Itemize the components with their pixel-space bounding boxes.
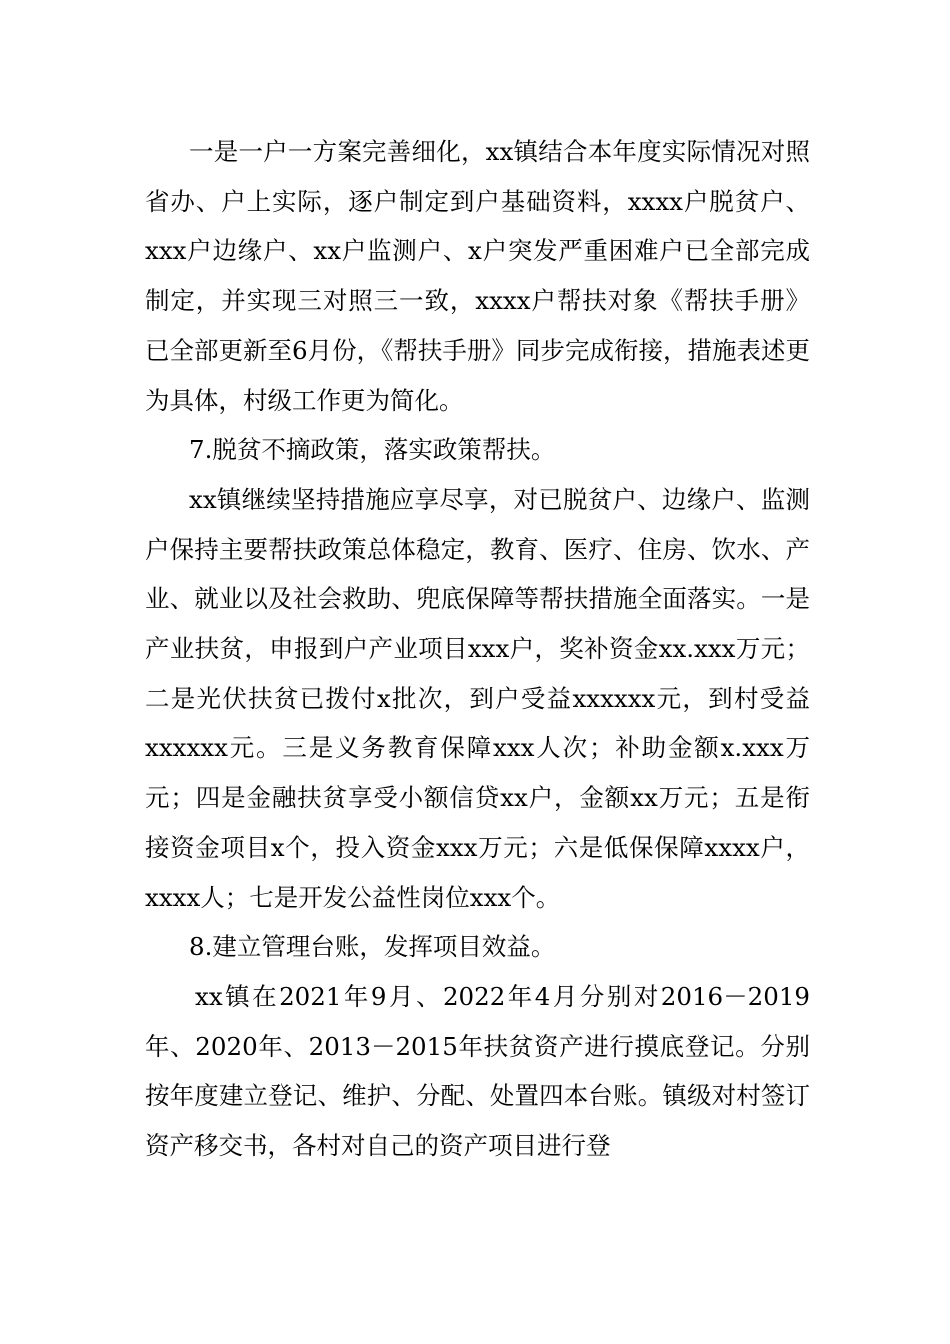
paragraph-household-plan: 一是一户一方案完善细化，xx镇结合本年度实际情况对照省办、户上实际，逐户制定到户基础资料，xxxx户脱贫户、xxx户边缘户、xx户监测户、x户突发严重困难户已全部完成制定，并实现三对照三一致，xxxx户帮扶对象《帮扶手册》已全部更新至6月份，《帮扶手册》同步完成衔接，措施表述更为具体，村级工作更为简化。 bbox=[145, 137, 810, 415]
document-body bbox=[145, 127, 810, 1171]
section-heading-7: 7.脱贫不摘政策，落实政策帮扶。 bbox=[189, 435, 556, 465]
paragraph-policy-support: xx镇继续坚持措施应享尽享，对已脱贫户、边缘户、监测户保持主要帮扶政策总体稳定，教育、医疗、住房、饮水、产业、就业以及社会救助、兜底保障等帮扶措施全面落实。一是产业扶贫，申报到户产业项目xxx户，奖补资金xx.xxx万元；二是光伏扶贫已拨付x批次，到户受益xxxxxx元，到村受益xxxxxx元。三是义务教育保障xxx人次；补助金额x.xxx万元；四是金融扶贫享受小额信贷xx户，金额xx万元；五是衔接资金项目x个，投入资金xxx万元；六是低保保障xxxx户，xxxx人；七是开发公益性岗位xxx个。 bbox=[145, 484, 810, 912]
section-heading-8: 8.建立管理台账，发挥项目效益。 bbox=[189, 932, 556, 962]
paragraph-asset-ledger: xx镇在2021年9月、2022年4月分别对2016－2019年、2020年、2013－2015年扶贫资产进行摸底登记。分别按年度建立登记、维护、分配、处置四本台账。镇级对村签订资产移交书，各村对自己的资产项目进行登 bbox=[145, 981, 810, 1161]
